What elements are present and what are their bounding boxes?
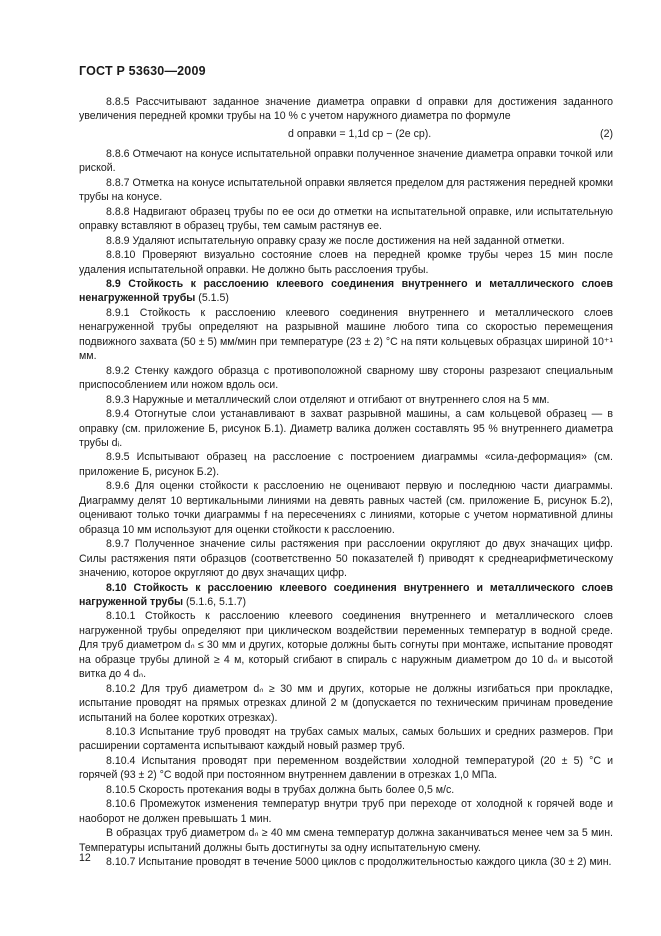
section-heading-8-10 xyxy=(79,581,613,610)
paragraph-8-9-3: 8.9.3 Наружные и металлический слои отделяют и отгибают от внутреннего слоя на 5 мм. xyxy=(106,393,550,406)
paragraph-8-10-7: 8.10.7 Испытание проводят в течение 5000 циклов с продолжительностью каждого цикла (30 ± 2) мин. xyxy=(106,856,612,869)
section-title-8-9: 8.9 Стойкость к расслоению клеевого соединения внутреннего и металлического слоев ненагруженной трубы xyxy=(79,277,613,305)
paragraph-8-9-2: 8.9.2 Стенку каждого образца с противоположной сварному шву стороны разрезают специальным приспособлением или ножом вдоль оси. xyxy=(79,364,613,392)
section-ref-8-9: (5.1.5) xyxy=(195,292,229,305)
section-title-8-10: 8.10 Стойкость к расслоению клеевого соединения внутреннего и металлического слоев нагруженной трубы xyxy=(79,581,613,608)
paragraph-8-9-4: 8.9.4 Отогнутые слои устанавливают в захват разрывной машины, а сам кольцевой образец — в оправку (см. приложение Б, рисунок Б.1). Диаметр валика должен составлять 95 % внутреннего диаметра трубы dᵢ. xyxy=(79,408,613,449)
document-header: ГОСТ Р 53630—2009 xyxy=(79,64,206,78)
paragraph-8-8-8: 8.8.8 Надвигают образец трубы по ее оси до отметки на испытательной оправке, или испытательную оправку вставляют в образец трубы, тем самым растянув ее. xyxy=(79,205,613,233)
paragraph-8-9-7: 8.9.7 Полученное значение силы растяжения при расслоении округляют до двух значащих цифр. Силы растяжения пяти образцов (соответственно 50 показателей f) приводят к среднеарифметическому значению, которое округляют до двух значащих цифр. xyxy=(79,538,613,580)
paragraph-8-8-5: 8.8.5 Рассчитывают заданное значение диаметра оправки d оправки для достижения заданного увеличения передней кромки трубы на 10 % с учетом наружного диаметра по формуле xyxy=(79,96,613,123)
paragraph-8-9-1: 8.9.1 Стойкость к расслоению клеевого соединения внутреннего и металлического слоев ненагруженной трубы определяют на разрывной машине любого типа со скоростью перемещения подвижного захвата (50 ± 5) мм/мин при температуре (23 ± 2) °С на пяти кольцевых образцах шириной 10⁺¹ мм. xyxy=(79,306,613,363)
formula-number: (2) xyxy=(600,127,613,140)
paragraph-8-8-9: 8.8.9 Удаляют испытательную оправку сразу же после достижения на ней заданной отметки. xyxy=(106,234,565,247)
paragraph-8-9-6: 8.9.6 Для оценки стойкости к расслоению не оценивают первую и последнюю части диаграммы. Диаграмму делят 10 вертикальными линиями на девять равных частей (см. приложение Б, рисунок Б.2), оценивают только точки диаграммы f на пересечениях с линиями, которые с учетом нормативной длины образца 10 мм используют для оценки стойкости к расслоению. xyxy=(79,480,613,536)
page-number: 12 xyxy=(79,852,91,864)
paragraph-8-8-10: 8.8.10 Проверяют визуально состояние слоев на передней кромке трубы через 15 мин после удаления испытательной оправки. Не должно быть расслоения трубы. xyxy=(79,249,613,276)
paragraph-8-10-2: 8.10.2 Для труб диаметром dₙ ≥ 30 мм и других, которые не должны изгибаться при прокладке, испытание проводят на прямых отрезках длиной 2 м (допускается по техническим причинам проведение испытаний на более коротких отрезках). xyxy=(79,682,613,724)
section-heading-8-9 xyxy=(79,277,613,306)
paragraph-8-10-3: 8.10.3 Испытание труб проводят на трубах самых малых, самых больших и средних размеров. При расширении сортамента испытывают каждый новый размер труб. xyxy=(79,726,613,753)
paragraph-8-10-5: 8.10.5 Скорость протекания воды в трубах должна быть более 0,5 м/с. xyxy=(106,783,455,796)
formula-expression: d оправки = 1,1d ср − (2e ср). xyxy=(288,127,432,140)
document-body xyxy=(79,95,613,870)
paragraph-8-10-4: 8.10.4 Испытания проводят при переменном воздействии холодной температурой (20 ± 5) °С и горячей (93 ± 2) °С водой при постоянном внутреннем давлении в отрезках 1,0 МПа. xyxy=(79,754,613,782)
section-ref-8-10: (5.1.6, 5.1.7) xyxy=(183,595,247,608)
paragraph-8-9-5: 8.9.5 Испытывают образец на расслоение с построением диаграммы «сила-деформация» (см. приложение Б, рисунок Б.2). xyxy=(79,451,613,478)
formula-2 xyxy=(79,126,613,144)
paragraph-8-8-6: 8.8.6 Отмечают на конусе испытательной оправки полученное значение диаметра оправки точкой или риской. xyxy=(79,147,613,175)
paragraph-8-10-1: 8.10.1 Стойкость к расслоению клеевого соединения внутреннего и металлического слоев нагруженной трубы определяют при циклическом воздействии переменных температур в водной среде. Для труб диаметром dₙ ≤ 30 мм и других, которые должны быть согнуты при монтаже, испытание проводят на образце трубы длиной ≥ 4 м, который сгибают в спираль с наружным диаметром до 10 dₙ и высотой витка до 4 dₙ. xyxy=(79,610,613,681)
paragraph-8-10-6: 8.10.6 Промежуток изменения температур внутри труб при переходе от холодной к горячей воде и наоборот не должен превышать 1 мин. xyxy=(79,798,613,825)
paragraph-8-10-6-continued: В образцах труб диаметром dₙ ≥ 40 мм смена температур должна заканчиваться менее чем за 5 мин. Температуры испытаний должны быть достигнуты за одну испытательную смену. xyxy=(79,827,613,854)
paragraph-8-8-7: 8.8.7 Отметка на конусе испытательной оправки является пределом для растяжения передней кромки трубы на конусе. xyxy=(79,176,613,204)
